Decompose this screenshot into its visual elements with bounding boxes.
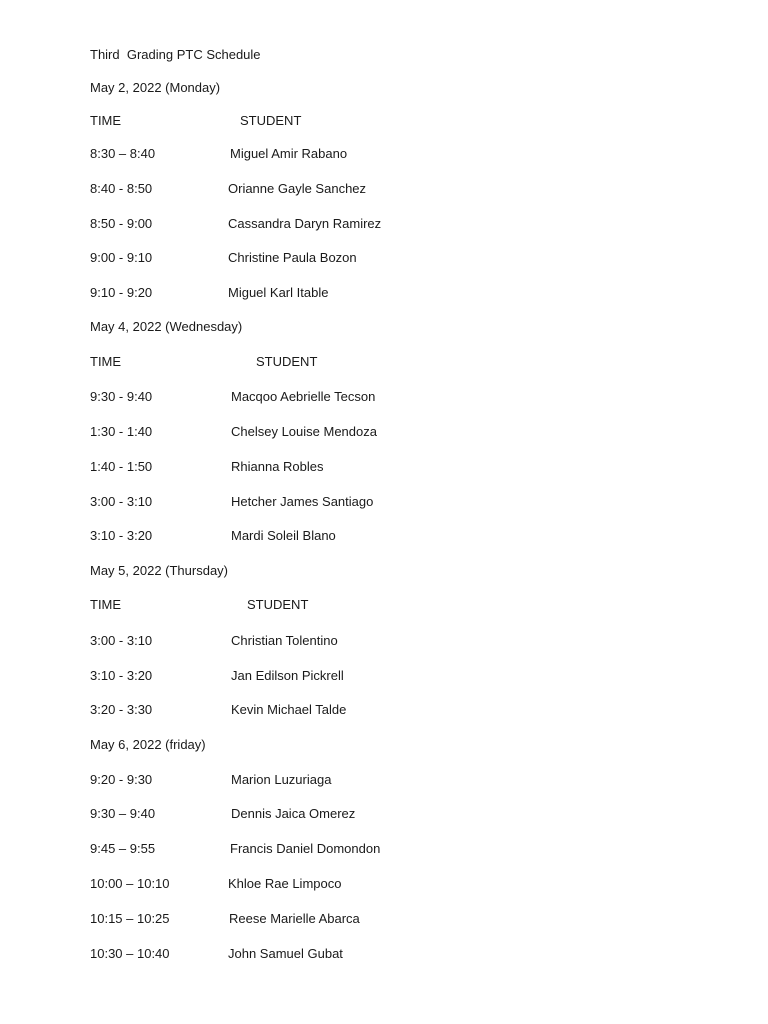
student-name: Kevin Michael Talde: [231, 702, 347, 717]
time-slot: 10:00 – 10:10: [90, 876, 170, 891]
time-slot: 9:10 - 9:20: [90, 285, 153, 300]
schedule-row: [90, 527, 490, 545]
student-name: John Samuel Gubat: [228, 946, 343, 961]
student-name: Reese Marielle Abarca: [229, 911, 360, 926]
schedule-row: [90, 493, 490, 511]
student-name: Marion Luzuriaga: [231, 772, 332, 787]
student-name: Mardi Soleil Blano: [231, 528, 336, 543]
schedule-row: [90, 945, 490, 963]
student-column-header: STUDENT: [256, 354, 318, 369]
student-name: Jan Edilson Pickrell: [231, 668, 344, 683]
time-slot: 3:10 - 3:20: [90, 668, 153, 683]
schedule-row: [90, 423, 490, 441]
student-name: Khloe Rae Limpoco: [228, 876, 342, 891]
day-date-monday: May 2, 2022 (Monday): [90, 80, 221, 95]
day-date-wednesday: May 4, 2022 (Wednesday): [90, 319, 243, 334]
student-name: Cassandra Daryn Ramirez: [228, 216, 382, 231]
schedule-row: [90, 458, 490, 476]
time-slot: 1:40 - 1:50: [90, 459, 153, 474]
table-header: [90, 112, 490, 130]
schedule-row: [90, 840, 490, 858]
time-slot: 9:00 - 9:10: [90, 250, 153, 265]
time-slot: 1:30 - 1:40: [90, 424, 153, 439]
time-slot: 9:45 – 9:55: [90, 841, 156, 856]
time-slot: 10:30 – 10:40: [90, 946, 170, 961]
schedule-row: [90, 632, 490, 650]
schedule-row: [90, 145, 490, 163]
table-header: [90, 596, 490, 614]
student-name: Miguel Amir Rabano: [230, 146, 348, 161]
time-column-header: TIME: [90, 113, 122, 128]
student-name: Macqoo Aebrielle Tecson: [231, 389, 376, 404]
student-column-header: STUDENT: [240, 113, 302, 128]
schedule-row: [90, 215, 490, 233]
time-column-header: TIME: [90, 354, 122, 369]
student-name: Chelsey Louise Mendoza: [231, 424, 377, 439]
document-title: Third Grading PTC Schedule: [90, 47, 261, 62]
time-slot: 9:30 - 9:40: [90, 389, 153, 404]
student-name: Miguel Karl Itable: [228, 285, 329, 300]
student-name: Hetcher James Santiago: [231, 494, 374, 509]
time-slot: 8:50 - 9:00: [90, 216, 153, 231]
student-name: Francis Daniel Domondon: [230, 841, 381, 856]
day-date-friday: May 6, 2022 (friday): [90, 737, 206, 752]
student-name: Dennis Jaica Omerez: [231, 806, 356, 821]
time-column-header: TIME: [90, 597, 122, 612]
day-date-thursday: May 5, 2022 (Thursday): [90, 563, 229, 578]
time-slot: 9:20 - 9:30: [90, 772, 153, 787]
time-slot: 3:20 - 3:30: [90, 702, 153, 717]
schedule-row: [90, 249, 490, 267]
student-name: Orianne Gayle Sanchez: [228, 181, 367, 196]
student-column-header: STUDENT: [247, 597, 309, 612]
schedule-row: [90, 180, 490, 198]
time-slot: 10:15 – 10:25: [90, 911, 170, 926]
schedule-row: [90, 771, 490, 789]
schedule-row: [90, 284, 490, 302]
schedule-row: [90, 875, 490, 893]
student-name: Christine Paula Bozon: [228, 250, 357, 265]
time-slot: 3:10 - 3:20: [90, 528, 153, 543]
student-name: Christian Tolentino: [231, 633, 338, 648]
time-slot: 8:30 – 8:40: [90, 146, 156, 161]
schedule-row: [90, 701, 490, 719]
schedule-row: [90, 667, 490, 685]
time-slot: 9:30 – 9:40: [90, 806, 156, 821]
time-slot: 3:00 - 3:10: [90, 633, 153, 648]
schedule-row: [90, 805, 490, 823]
time-slot: 3:00 - 3:10: [90, 494, 153, 509]
schedule-row: [90, 388, 490, 406]
schedule-row: [90, 910, 490, 928]
student-name: Rhianna Robles: [231, 459, 324, 474]
time-slot: 8:40 - 8:50: [90, 181, 153, 196]
table-header: [90, 353, 490, 371]
